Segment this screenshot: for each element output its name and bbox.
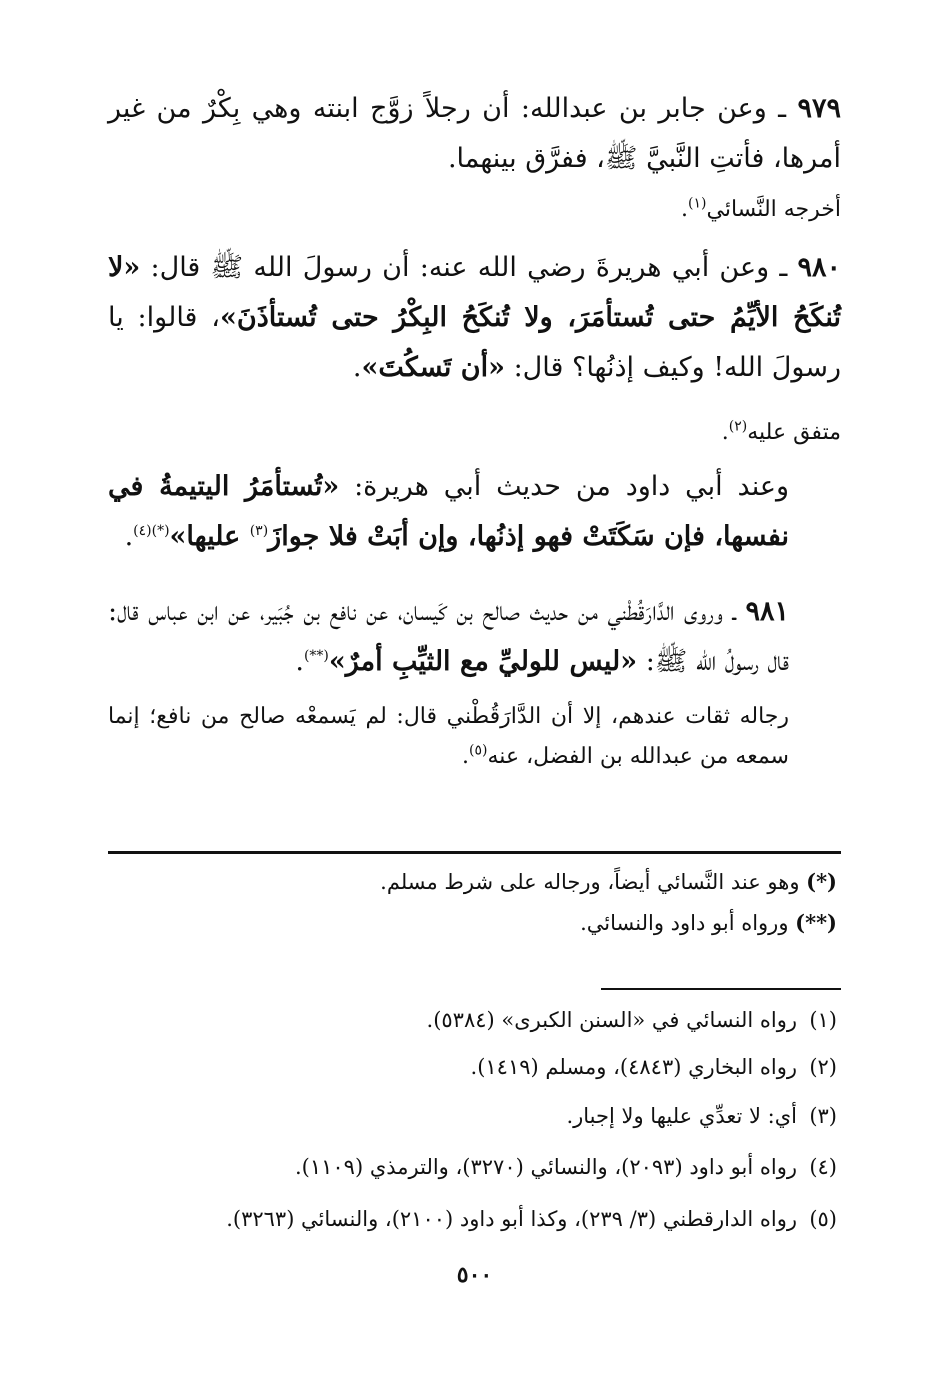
footnote-number: (٣)	[809, 1104, 837, 1128]
hadith-981-comment	[108, 697, 841, 777]
footnote-text: رواه البخاري (٤٨٤٣)، ومسلم (١٤١٩).	[470, 1055, 797, 1079]
hadith-quote: «ليس للوليِّ مع الثيِّبِ أمرٌ»	[328, 646, 638, 677]
hadith-number: ٩٨٠	[797, 252, 841, 283]
source-text: متفق عليه	[747, 420, 841, 445]
punctuation: .	[124, 521, 134, 552]
hadith-text: ـ وروى الدَّارَقُطْني من حديث صالح بن كَيسان، عن نافع بن جُبَير، عن ابن عباس قال: قال رسولُ الله ﷺ:	[108, 596, 789, 677]
note-marker: (**)	[795, 910, 837, 935]
footnote-5	[108, 1199, 837, 1239]
hadith-980	[108, 243, 841, 393]
note-text: ورواه أبو داود والنسائي.	[580, 911, 796, 935]
punctuation: .	[462, 744, 470, 769]
footnote-2	[108, 1047, 837, 1087]
source-text: أخرجه النَّسائي	[706, 197, 841, 222]
footnote-ref: (*)(٤)	[133, 523, 170, 539]
footnote-text: رواه النسائي في «السنن الكبرى» (٥٣٨٤).	[426, 1008, 797, 1032]
note-marker: (*)	[806, 869, 837, 894]
note-star-1	[108, 862, 837, 902]
footnote-text: أي: لا تعدِّي عليها ولا إجبار.	[566, 1104, 797, 1128]
footnote-number: (١)	[809, 1008, 837, 1032]
punctuation: .	[295, 646, 304, 677]
hadith-quote: «لا تُنكَحُ الأيِّمُ حتى تُستأمَرَ، ولا تُنكَحُ البِكْرُ حتى تُستأذَنَ»	[108, 252, 841, 333]
footnote-text: رواه الدارقطني (٣/ ٢٣٩)، وكذا أبو داود (٢١٠٠)، والنسائي (٣٢٦٣).	[226, 1207, 797, 1231]
comment-text: رجاله ثقات عندهم، إلا أن الدَّارَقُطْني قال: لم يَسمعْه صالح من نافع؛ إنما سمعه من عبدالله بن الفضل، عنه	[108, 704, 789, 769]
note-text: وهو عند النَّسائي أيضاً، ورجاله على شرط مسلم.	[380, 870, 807, 894]
hadith-quote: «أن تَسكُتَ»	[361, 352, 505, 383]
footnote-1	[108, 1000, 837, 1040]
hadith-981	[108, 587, 841, 687]
hadith-text: ـ وعن أبي هريرةَ رضي الله عنه: أن رسولَ الله ﷺ قال:	[140, 252, 798, 283]
footnote-number: (٢)	[809, 1055, 837, 1079]
note-star-2	[108, 903, 837, 943]
footnote-ref: (١)	[688, 195, 707, 212]
footnote-ref: (**)	[303, 648, 329, 664]
abu-dawud-narration	[108, 462, 841, 562]
punctuation: .	[352, 352, 362, 383]
hadith-quote: عليها»	[169, 521, 250, 552]
hadith-980-source: متفق عليه$^{(٢)}$.	[721, 418, 841, 445]
page-number: ٥٠٠	[456, 1262, 493, 1288]
footnote-number: (٥)	[809, 1207, 837, 1231]
hadith-979	[108, 84, 841, 184]
footnote-divider	[601, 988, 841, 990]
hadith-text: ـ وعن جابر بن عبدالله: أن رجلاً زوَّج ابنته وهي بِكْرٌ من غير أمرها، فأتتِ النَّبيَّ ﷺ، ففرَّق بينهما.	[108, 93, 841, 174]
footnote-number: (٤)	[809, 1155, 837, 1179]
hadith-number: ٩٨١	[745, 596, 789, 627]
footnote-ref: (٥)	[469, 742, 488, 759]
footnote-4	[108, 1147, 837, 1187]
footnote-text: رواه أبو داود (٢٠٩٣)، والنسائي (٣٢٧٠)، والترمذي (١١٠٩).	[294, 1155, 797, 1179]
footnote-ref: (٣)	[249, 523, 269, 539]
hadith-quote: «تُستأمَرُ اليتيمةُ في نفسها، فإن سَكَتَتْ فهو إذنُها، وإن أبَتْ فلا جوازَ	[108, 471, 789, 552]
main-divider	[108, 851, 841, 854]
hadith-979-source: أخرجه النَّسائي$^{(١)}$.	[681, 195, 841, 222]
hadith-number: ٩٧٩	[797, 93, 841, 124]
hadith-text: ، قالوا: يا رسولَ الله! وكيف إذنُها؟ قال:	[108, 302, 841, 383]
narration-intro: وعند أبي داود من حديث أبي هريرة:	[339, 471, 789, 502]
footnote-ref: (٢)	[728, 418, 748, 435]
footnote-3	[108, 1096, 837, 1136]
